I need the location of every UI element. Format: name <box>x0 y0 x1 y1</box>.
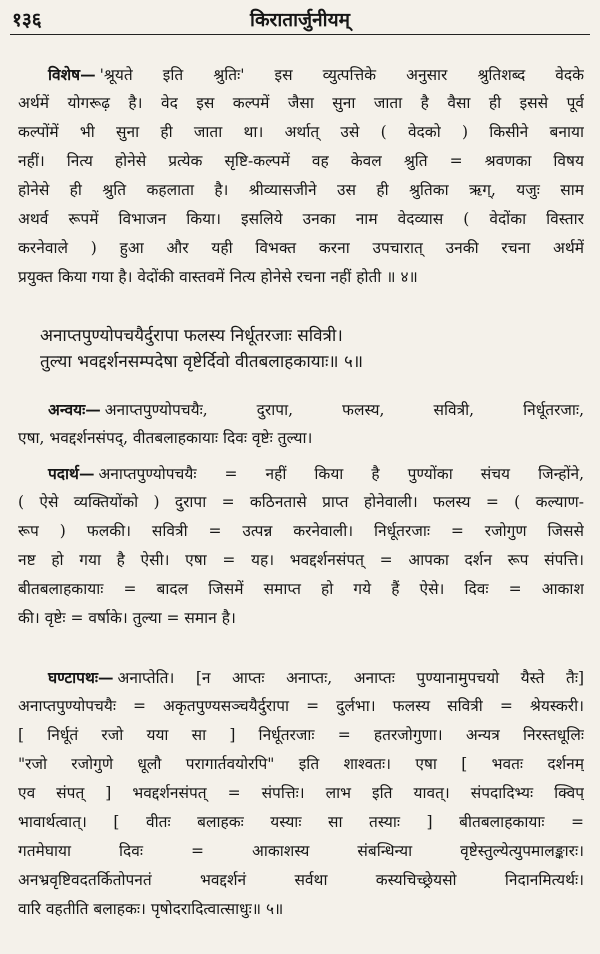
padartha-paragraph <box>18 459 584 633</box>
ghantapath-line: अनाप्तेति। [न आप्तः अनाप्तः, अनाप्तः पुण्यानामुपचयो यैस्ते तैः] <box>117 669 584 687</box>
anvaya-line: अनाप्तपुण्योपचयैः, दुरापा, फलस्य, सवित्री, निर्धूतरजाः, <box>104 401 584 419</box>
vishesh-label: विशेष— <box>48 65 96 84</box>
vishesh-line: होनेसे ही श्रुति कहलाता है। श्रीव्यासजीने उस ही श्रुतिका ऋग्, यजुः साम <box>18 181 584 199</box>
page-number: १३६ <box>12 9 42 31</box>
vishesh-line: नहीं। नित्य होनेसे प्रत्येक सृष्टि-कल्पमें वह केवल श्रुति = श्रवणका विषय <box>18 152 584 170</box>
padartha-line: अनाप्तपुण्योपचयैः = नहीं किया है पुण्योंका संचय जिन्होंने, <box>98 465 584 483</box>
ghantapath-line: [ निर्धूतं रजो यया सा ] निर्धूतरजाः = हतरजोगुणा। अन्यत्र निरस्तधूलिः <box>18 726 584 744</box>
padartha-line: ( ऐसे व्यक्तियोंको ) दुरापा = कठिनतासे प्राप्त होनेवाली। फलस्य = ( कल्याण- <box>18 493 584 511</box>
running-title: किरातार्जुनीयम् <box>250 9 350 31</box>
vishesh-line: अर्थमें योगरूढ़ है। वेद इस कल्पमें जैसा सुना जाता है वैसा ही इससे पूर्व <box>18 94 584 112</box>
verse-line: अनाप्तपुण्योपचयैर्दुरापा फलस्य निर्धूतरजाः सवित्री। <box>40 326 343 346</box>
page-header <box>10 4 590 35</box>
ghantapath-label: घण्टापथः— <box>48 668 114 687</box>
ghantapath-paragraph <box>18 663 584 924</box>
vishesh-line: अथर्व रूपमें विभाजन किया। इसलिये उनका नाम वेदव्यास ( वेदोंका विस्तार <box>18 210 584 228</box>
ghantapath-line: गतमेघाया दिवः = आकाशस्य संबन्धिन्या वृष्टेस्तुल्येत्युपमालङ्कारः। <box>18 842 584 860</box>
padartha-line: बीतबलाहकायाः = बादल जिसमें समाप्त हो गये हैं ऐसे। दिवः = आकाश <box>18 580 584 598</box>
ghantapath-line: अनभ्रवृष्टिवदतर्कितोपनतं भवद्दर्शनं सर्वथा कस्यचिच्छ्रेयसो निदानमित्यर्थः। <box>18 871 584 889</box>
ghantapath-line: वारि वहतीति बलाहकः। पृषोदरादित्वात्साधुः॥ ५॥ <box>18 900 284 918</box>
ghantapath-line: अनाप्तपुण्योपचयैः = अकृतपुण्यसञ्चयैर्दुरापा = दुर्लभा। फलस्य सवित्री = श्रेयस्करी। <box>18 697 584 715</box>
padartha-line: की। वृष्टेः = वर्षाके। तुल्या = समान है। <box>18 609 236 627</box>
ghantapath-line: एव संपत् ] भवद्दर्शनसंपत् = संपत्तिः। लाभ इति यावत्। संपदादिभ्यः क्विप् <box>18 784 584 802</box>
vishesh-line: 'श्रूयते इति श्रुतिः' इस व्युत्पत्तिके अनुसार श्रुतिशब्द वेदके <box>99 66 584 84</box>
padartha-line: रूप ) फलकी। सवित्री = उत्पन्न करनेवाली। निर्धूतरजाः = रजोगुण जिससे <box>18 522 584 540</box>
anvaya-paragraph <box>18 395 584 453</box>
anvaya-line: एषा, भवद्दर्शनसंपद्, वीतबलाहकायाः दिवः वृष्टेः तुल्या। <box>18 429 313 447</box>
vishesh-line: कल्पोंमें भी सुना ही जाता था। अर्थात् उसे ( वेदको ) किसीने बनाया <box>18 123 584 141</box>
padartha-line: नष्ट हो गया है ऐसी। एषा = यह। भवद्दर्शनसंपत् = आपका दर्शन रूप संपत्ति। <box>18 551 584 569</box>
vishesh-line: प्रयुक्त किया गया है। वेदोंकी वास्तवमें नित्य होनेसे रचना नहीं होती ॥ ४॥ <box>18 268 418 286</box>
padartha-label: पदार्थ— <box>48 464 95 483</box>
anvaya-label: अन्वयः— <box>48 400 101 419</box>
vishesh-line: करनेवाले ) हुआ और यही विभक्त करना उपचारात् उनकी रचना अर्थमें <box>18 239 584 257</box>
verse-block <box>40 323 560 375</box>
vishesh-paragraph <box>18 60 584 292</box>
ghantapath-line: "रजो रजोगुणे धूलौ परागार्तवयोरपि" इति शाश्वतः। एषा [ भवतः दर्शनम् <box>18 755 584 773</box>
ghantapath-line: भावार्थत्वात्। [ वीतः बलाहकः यस्याः सा तस्याः ] बीतबलाहकायाः = <box>18 813 584 831</box>
verse-line: तुल्या भवद्दर्शनसम्पदेषा वृष्टेर्दिवो वीतबलाहकायाः॥ ५॥ <box>40 352 364 372</box>
